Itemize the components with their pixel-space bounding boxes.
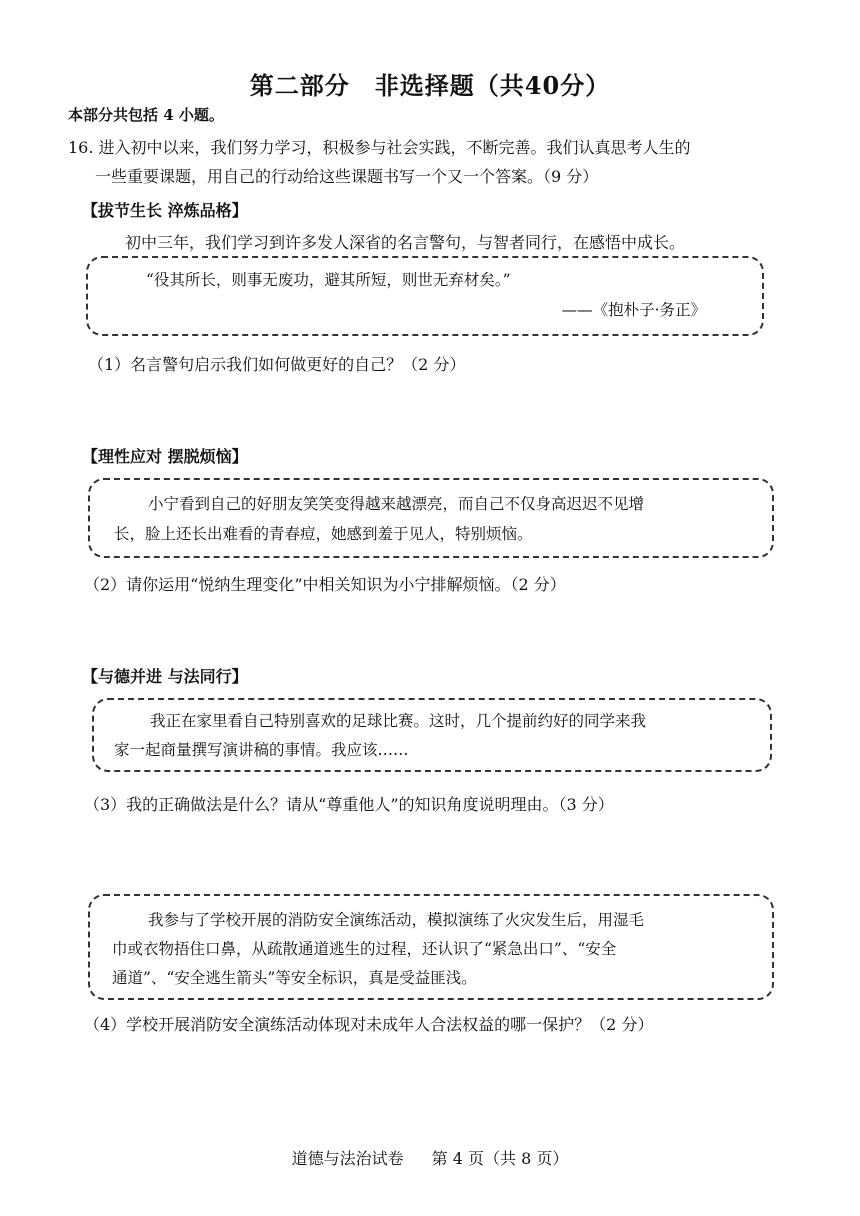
footer-page-number: 第 4 页（共 8 页） <box>431 1149 569 1168</box>
section-2-heading: 【理性应对 摆脱烦恼】 <box>82 447 248 466</box>
footer-subject: 道德与法治试卷 <box>291 1149 404 1168</box>
scenario-3-line-2: 家一起商量撰写演讲稿的事情。我应该…… <box>114 741 409 759</box>
scenario-box-3 <box>92 698 772 772</box>
question-16-line-1: 16. 进入初中以来，我们努力学习，积极参与社会实践，不断完善。我们认真思考人生的 <box>68 138 691 157</box>
scenario-box-2 <box>88 478 774 558</box>
part-intro: 本部分共包括 4 小题。 <box>68 106 224 124</box>
question-16-line-2: 一些重要课题，用自己的行动给这些课题书写一个又一个答案。（9 分） <box>95 167 599 186</box>
scenario-2-line-1: 小宁看到自己的好朋友笑笑变得越来越漂亮，而自己不仅身高迟迟不见增 <box>148 495 645 513</box>
scenario-4-line-2: 巾或衣物捂住口鼻，从疏散通道逃生的过程，还认识了“紧急出口”、“安全 <box>112 940 617 958</box>
quote-source: ——《抱朴子·务正》 <box>561 301 706 319</box>
scenario-3-line-1: 我正在家里看自己特别喜欢的足球比赛。这时，几个提前约好的同学来我 <box>150 712 647 730</box>
question-16-3: （3）我的正确做法是什么？请从“尊重他人”的知识角度说明理由。（3 分） <box>84 795 614 814</box>
scenario-4-line-1: 我参与了学校开展的消防安全演练活动，模拟演练了火灾发生后，用湿毛 <box>148 911 645 929</box>
quote-box <box>86 256 764 336</box>
scenario-4-line-3: 通道”、“安全逃生箭头”等安全标识，真是受益匪浅。 <box>112 969 477 987</box>
question-16-1: （1）名言警句启示我们如何做更好的自己？（2 分） <box>88 355 466 374</box>
quote-text: “役其所长，则事无废功，避其所短，则世无弃材矣。” <box>146 271 511 289</box>
scenario-2-line-2: 长，脸上还长出难看的青春痘，她感到羞于见人，特别烦恼。 <box>114 525 533 543</box>
question-16-4: （4）学校开展消防安全演练活动体现对未成年人合法权益的哪一保护？（2 分） <box>84 1015 654 1034</box>
section-1-heading: 【拔节生长 淬炼品格】 <box>82 201 248 220</box>
page-footer <box>0 1146 860 1169</box>
scenario-box-4 <box>88 894 774 1000</box>
question-16-2: （2）请你运用“悦纳生理变化”中相关知识为小宁排解烦恼。（2 分） <box>84 575 566 594</box>
section-1-text: 初中三年，我们学习到许多发人深省的名言警句，与智者同行，在感悟中成长。 <box>125 233 686 252</box>
section-3-heading: 【与德并进 与法同行】 <box>82 667 248 686</box>
page-title: 第二部分 非选择题（共40分） <box>249 71 611 100</box>
